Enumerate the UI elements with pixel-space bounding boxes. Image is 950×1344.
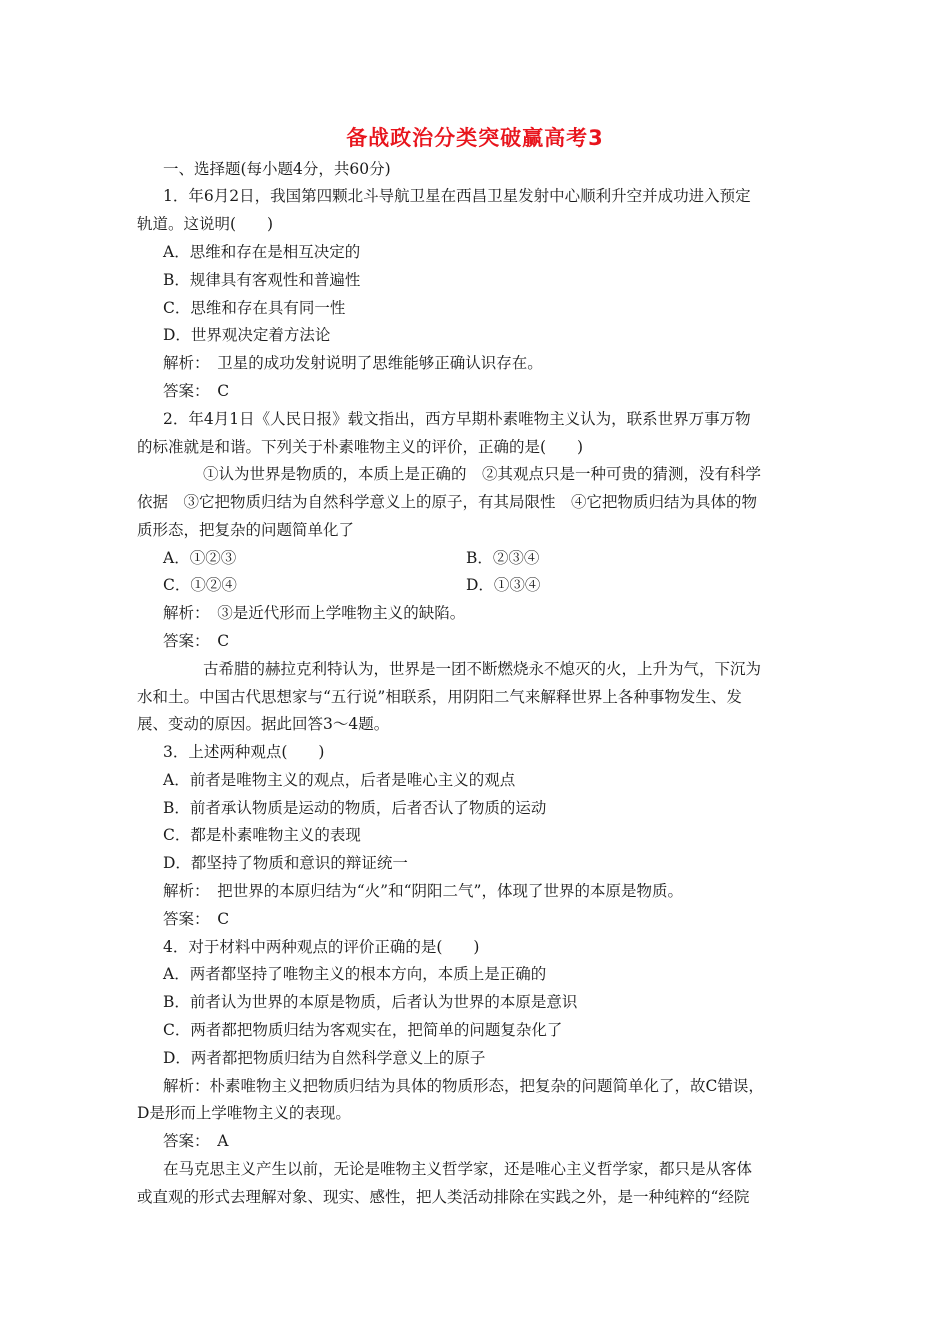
q4-option-a: A．两者都坚持了唯物主义的根本方向，本质上是正确的	[163, 965, 547, 983]
q1-analysis: 解析： 卫星的成功发射说明了思维能够正确认识存在。	[163, 354, 543, 372]
q4-analysis-cont: D是形而上学唯物主义的表现。	[137, 1104, 351, 1122]
q3-option-a: A．前者是唯物主义的观点，后者是唯心主义的观点	[163, 771, 516, 789]
q2-option-c: C．①②④	[163, 576, 237, 594]
q3-option-c: C．都是朴素唯物主义的表现	[163, 826, 361, 844]
q4-option-d: D．两者都把物质归结为自然科学意义上的原子	[163, 1049, 486, 1067]
material-paragraph-cont2: 展、变动的原因。据此回答3～4题。	[137, 715, 390, 733]
q2-option-a: A．①②③	[163, 549, 237, 567]
question-2-stem: 2．年4月1日《人民日报》载文指出，西方早期朴素唯物主义认为，联系世界万事万物	[163, 410, 751, 428]
q3-option-b: B．前者承认物质是运动的物质，后者否认了物质的运动	[163, 799, 547, 817]
section-heading: 一、选择题(每小题4分，共60分)	[163, 160, 391, 178]
q4-answer: 答案： A	[163, 1132, 229, 1150]
q1-option-b: B．规律具有客观性和普遍性	[163, 271, 361, 289]
q2-statements: ①认为世界是物质的，本质上是正确的 ②其观点只是一种可贵的猜测，没有科学	[203, 465, 762, 483]
question-1-stem: 1．年6月2日，我国第四颗北斗导航卫星在西昌卫星发射中心顺利升空并成功进入预定	[163, 187, 751, 205]
material-paragraph-cont: 水和土。中国古代思想家与“五行说”相联系，用阴阳二气来解释世界上各种事物发生、发	[137, 688, 742, 706]
question-2-stem-cont: 的标准就是和谐。下列关于朴素唯物主义的评价，正确的是( )	[137, 438, 584, 456]
q3-answer: 答案： C	[163, 910, 230, 928]
q4-option-c: C．两者都把物质归结为客观实在，把简单的问题复杂化了	[163, 1021, 563, 1039]
q2-analysis: 解析： ③是近代形而上学唯物主义的缺陷。	[163, 604, 466, 622]
question-3-stem: 3．上述两种观点( )	[163, 743, 325, 761]
q1-option-c: C．思维和存在具有同一性	[163, 299, 346, 317]
q3-option-d: D．都坚持了物质和意识的辩证统一	[163, 854, 408, 872]
q2-statements-cont2: 质形态，把复杂的问题简单化了	[137, 521, 355, 539]
q1-answer: 答案： C	[163, 382, 230, 400]
q3-analysis: 解析： 把世界的本原归结为“火”和“阴阳二气”，体现了世界的本原是物质。	[163, 882, 683, 900]
q2-option-b: B．②③④	[466, 549, 540, 567]
q2-statements-cont: 依据 ③它把物质归结为自然科学意义上的原子，有其局限性 ④它把物质归结为具体的物	[137, 493, 758, 511]
question-1-stem-cont: 轨道。这说明( )	[137, 215, 274, 233]
q4-option-b: B．前者认为世界的本原是物质，后者认为世界的本原是意识	[163, 993, 578, 1011]
material-2-paragraph: 在马克思主义产生以前，无论是唯物主义哲学家，还是唯心主义哲学家，都只是从客体	[163, 1160, 753, 1178]
q2-answer: 答案： C	[163, 632, 230, 650]
q4-analysis: 解析：朴素唯物主义把物质归结为具体的物质形态，把复杂的问题简单化了，故C错误，	[163, 1077, 764, 1095]
material-paragraph: 古希腊的赫拉克利特认为，世界是一团不断燃烧永不熄灭的火，上升为气，下沉为	[203, 660, 762, 678]
q1-option-d: D．世界观决定着方法论	[163, 326, 331, 344]
material-2-paragraph-cont: 或直观的形式去理解对象、现实、感性，把人类活动排除在实践之外，是一种纯粹的“经院	[137, 1188, 750, 1206]
q2-option-d: D．①③④	[466, 576, 541, 594]
q1-option-a: A．思维和存在是相互决定的	[163, 243, 361, 261]
document-title: 备战政治分类突破赢高考3	[346, 126, 604, 150]
question-4-stem: 4．对于材料中两种观点的评价正确的是( )	[163, 938, 480, 956]
